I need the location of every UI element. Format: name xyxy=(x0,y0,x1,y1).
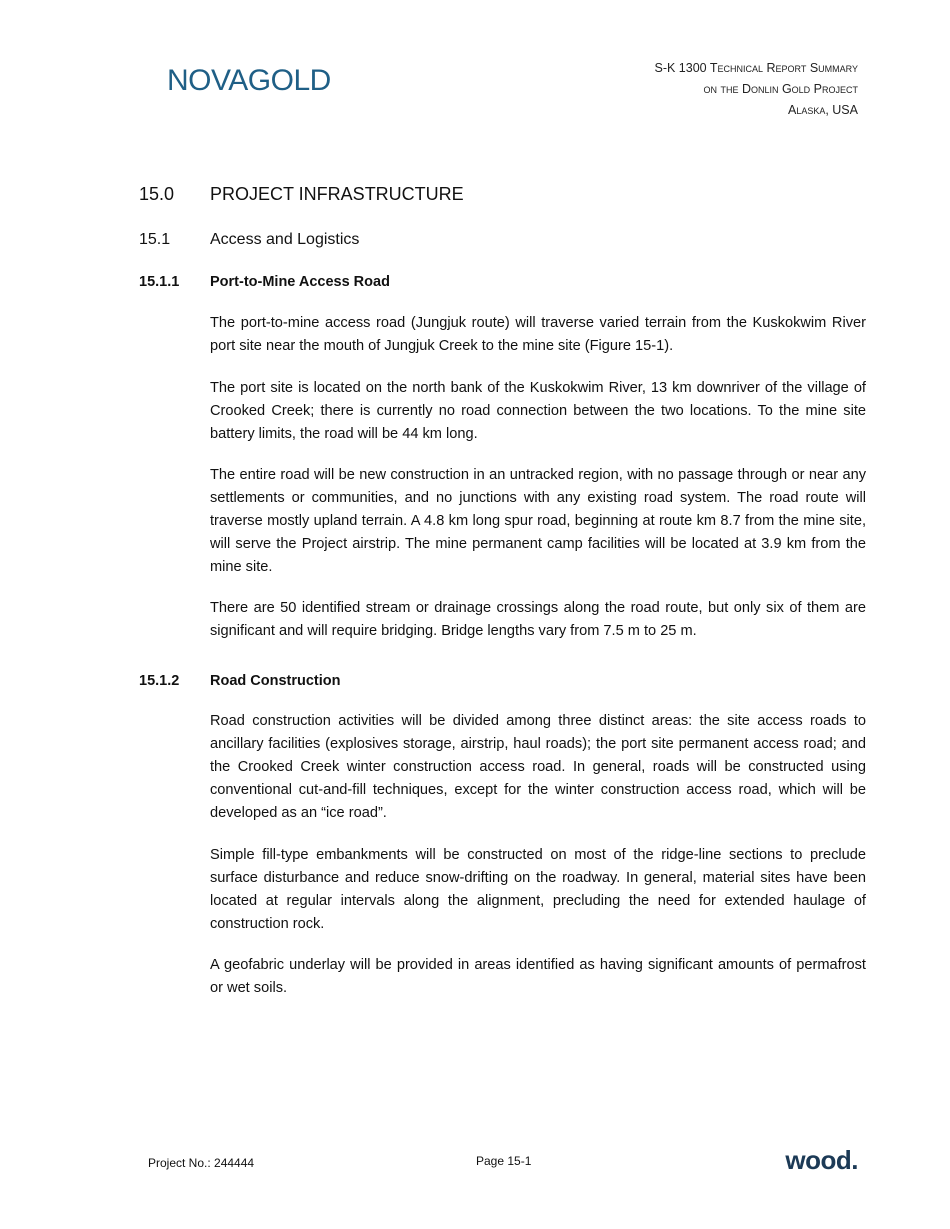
section-heading-15-1-1 xyxy=(139,274,390,290)
novagold-logo xyxy=(167,63,331,99)
report-title-line1: S-K 1300 Technical Report Summary xyxy=(654,61,858,75)
section-number: 15.1.2 xyxy=(139,673,180,689)
paragraph: The port site is located on the north bank of the Kuskokwim River, 13 km downriver of the village of Crooked Creek; there is currently no road connection between the two locations. To the mine site battery limits, the road will be 44 km long. xyxy=(210,380,866,442)
project-number: Project No.: 244444 xyxy=(148,1156,255,1170)
report-title-line3: Alaska, USA xyxy=(787,103,858,117)
section-heading-15-1-2 xyxy=(139,673,341,689)
wood-logo: wood. xyxy=(785,1145,858,1175)
page-number: Page 15-1 xyxy=(476,1154,532,1168)
report-title-line2: on the Donlin Gold Project xyxy=(703,82,858,96)
report-header xyxy=(655,58,859,121)
section-title: PROJECT INFRASTRUCTURE xyxy=(210,184,464,204)
section-title: Road Construction xyxy=(210,673,341,689)
section-title: Port-to-Mine Access Road xyxy=(210,274,390,290)
section-number: 15.0 xyxy=(139,184,175,204)
logo-text: NOVAGOLD xyxy=(167,64,331,97)
section-title: Access and Logistics xyxy=(210,231,360,248)
section-number: 15.1 xyxy=(139,231,171,248)
paragraph: The entire road will be new construction in an untracked region, with no passage through or near any settlements or communities, and no junctions with any existing road system. The road route will traverse mostly upland terrain. A 4.8 km long spur road, beginning at route km 8.7 from the mine site, will serve the Project airstrip. The mine permanent camp facilities will be located at 3.9 km from the mine site. xyxy=(210,467,866,575)
section-heading-15-0 xyxy=(139,184,464,205)
section-heading-15-1 xyxy=(139,231,359,249)
paragraph: There are 50 identified stream or drainage crossings along the road route, but only six of them are significant and will require bridging. Bridge lengths vary from 7.5 m to 25 m. xyxy=(210,600,866,639)
paragraph: The port-to-mine access road (Jungjuk route) will traverse varied terrain from the Kuskokwim River port site near the mouth of Jungjuk Creek to the mine site (Figure 15-1). xyxy=(210,315,866,354)
paragraph: Simple fill-type embankments will be constructed on most of the ridge-line sections to preclude surface disturbance and reduce snow-drifting on the roadway. In general, material sites have been located at regular intervals along the alignment, precluding the need for extended haulage of construction rock. xyxy=(210,847,866,932)
section-number: 15.1.1 xyxy=(139,274,180,290)
paragraph: Road construction activities will be divided among three distinct areas: the site access roads to ancillary facilities (explosives storage, airstrip, haul roads); the port site permanent access road; and the Crooked Creek winter construction access road. In general, roads will be constructed using conventional cut-and-fill techniques, except for the winter construction access road, which will be developed as an “ice road”. xyxy=(210,713,866,821)
paragraph: A geofabric underlay will be provided in areas identified as having significant amounts of permafrost or wet soils. xyxy=(210,957,866,996)
